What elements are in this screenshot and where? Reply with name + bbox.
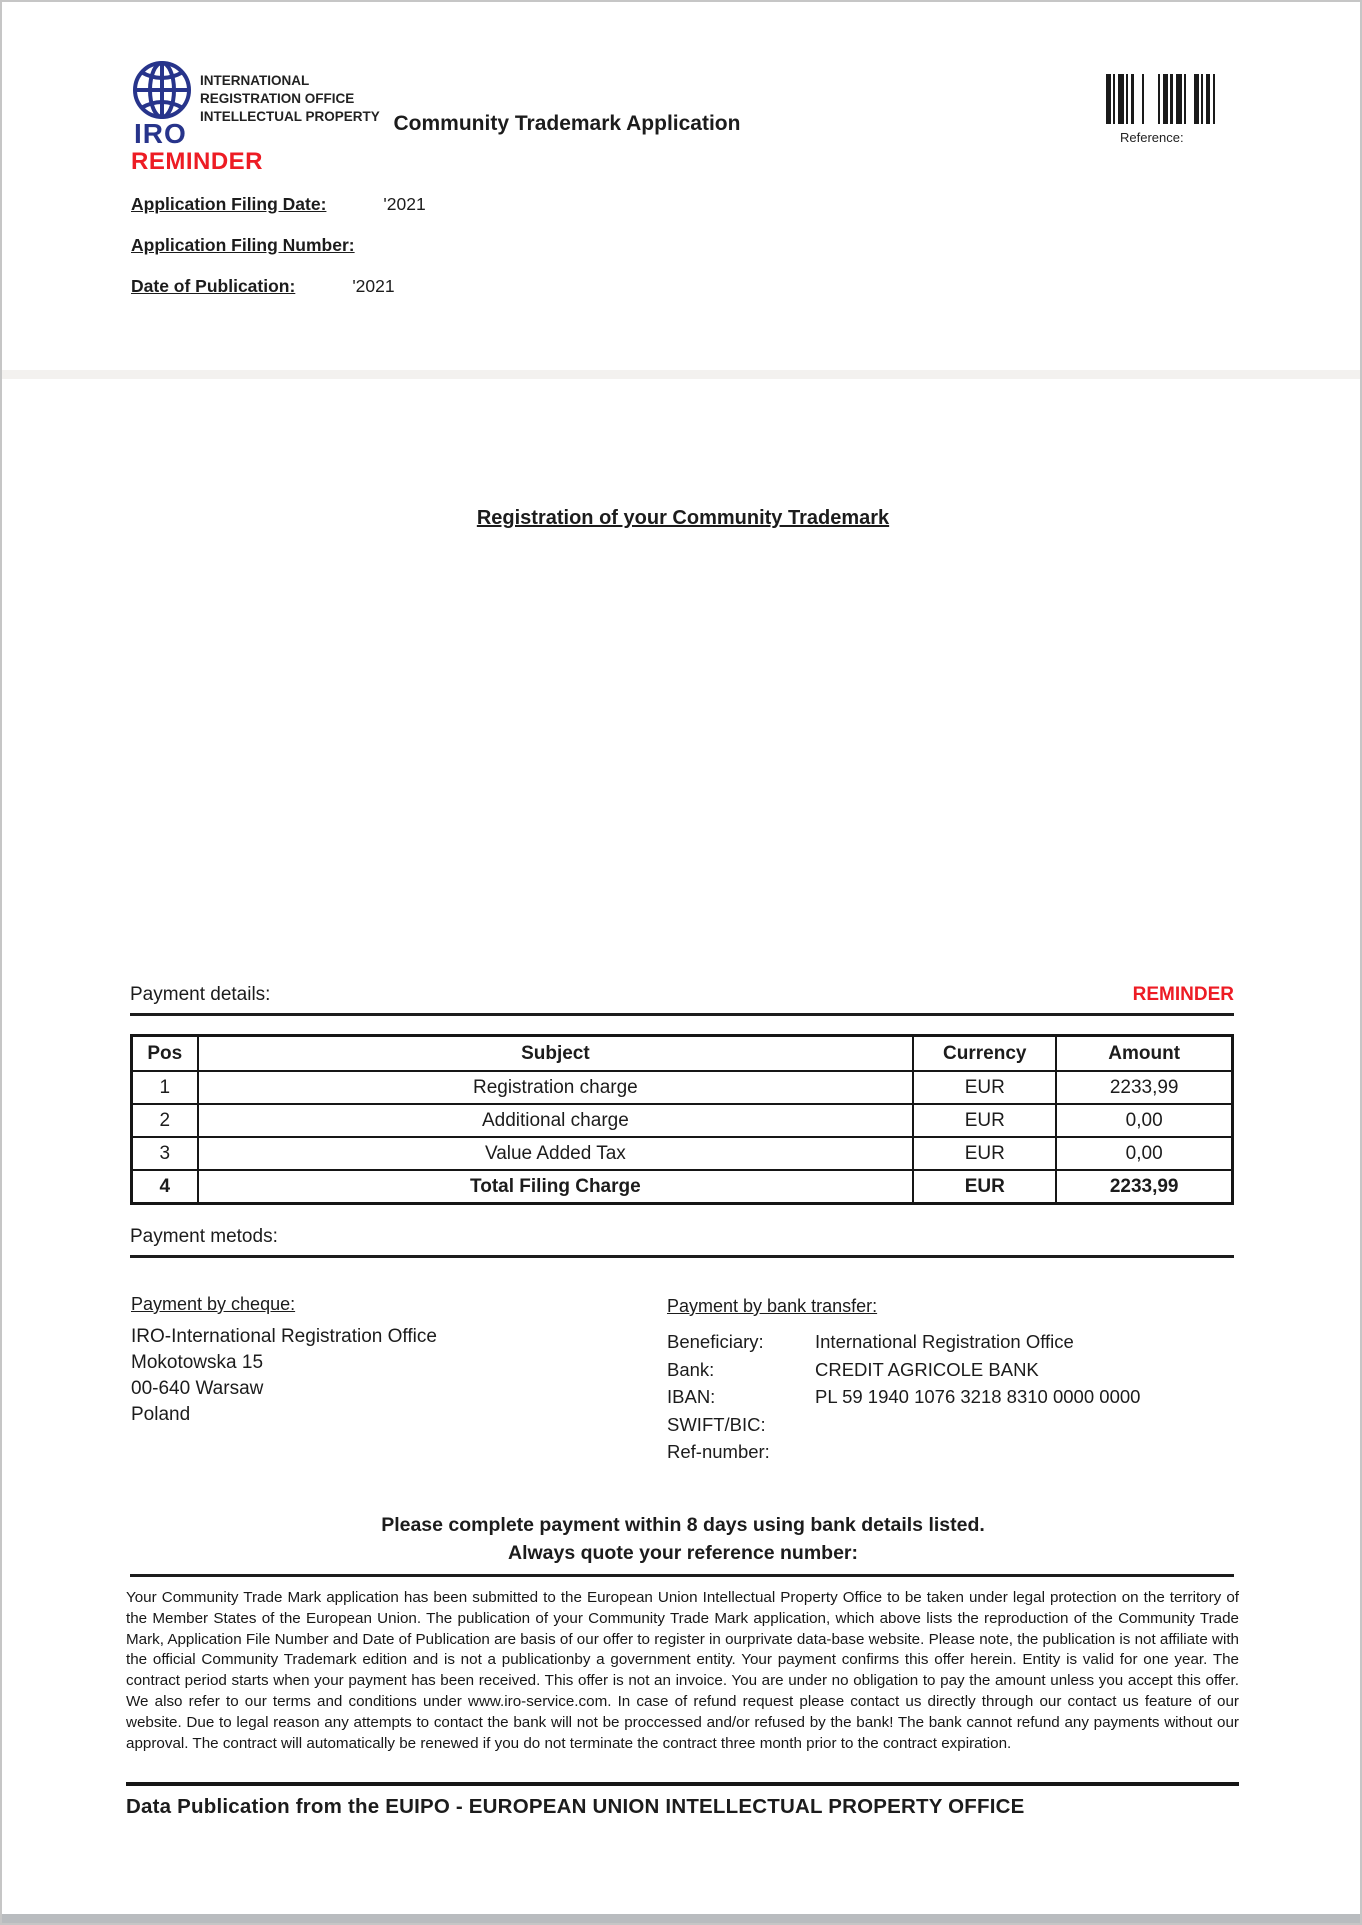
cell-amount: 0,00 — [1056, 1104, 1232, 1137]
divider-line — [130, 1013, 1234, 1016]
cheque-heading: Payment by cheque: — [131, 1294, 296, 1314]
footer-statement: Data Publication from the EUIPO - EUROPEAN UNION INTELLECTUAL PROPERTY OFFICE — [126, 1795, 1025, 1818]
reminder-banner: REMINDER — [131, 148, 264, 175]
filing-number-row — [131, 235, 412, 256]
payment-methods-label: Payment metods: — [130, 1226, 278, 1247]
bank-transfer-fields — [667, 1328, 1140, 1466]
cell-currency: EUR — [913, 1071, 1056, 1104]
table-row — [132, 1071, 1233, 1104]
payment-notice-line1: Please complete payment within 8 days using bank details listed. — [381, 1514, 985, 1536]
globe-icon — [130, 58, 194, 122]
beneficiary-value: International Registration Office — [815, 1331, 1074, 1352]
col-header-currency: Currency — [913, 1036, 1056, 1072]
scan-artifact-band — [2, 370, 1362, 379]
cell-currency: EUR — [913, 1137, 1056, 1170]
cell-subject: Registration charge — [198, 1071, 914, 1104]
publication-date-label: Date of Publication: — [131, 276, 296, 296]
payment-notice-line2: Always quote your reference number: — [507, 1542, 858, 1564]
cell-pos: 4 — [132, 1170, 198, 1204]
org-name-line1: INTERNATIONAL — [200, 73, 310, 88]
cell-subject: Total Filing Charge — [198, 1170, 914, 1204]
bank-value: CREDIT AGRICOLE BANK — [815, 1358, 1039, 1380]
table-row-total — [132, 1170, 1233, 1204]
filing-date-row — [131, 194, 426, 215]
payment-table-header-row — [132, 1036, 1233, 1072]
payment-details-label: Payment details: — [130, 984, 271, 1005]
cell-pos: 2 — [132, 1104, 198, 1137]
publication-date-value: '2021 — [352, 276, 395, 296]
beneficiary-label: Beneficiary: — [667, 1331, 764, 1352]
bank-field-row — [667, 1328, 1140, 1356]
iban-label: IBAN: — [667, 1386, 716, 1407]
cheque-address-line: Poland — [131, 1404, 191, 1425]
org-name-line3: INTELLECTUAL PROPERTY — [200, 109, 380, 124]
bank-label: Bank: — [667, 1358, 715, 1380]
bank-field-row — [667, 1356, 1140, 1384]
cell-subject: Additional charge — [198, 1104, 914, 1137]
cell-amount: 2233,99 — [1056, 1071, 1232, 1104]
divider-line-thick — [126, 1782, 1239, 1786]
cell-pos: 1 — [132, 1071, 198, 1104]
bottom-gray-bar — [2, 1914, 1362, 1923]
cell-currency: EUR — [913, 1170, 1056, 1204]
bank-transfer-heading: Payment by bank transfer: — [667, 1296, 878, 1316]
filing-date-value: '2021 — [383, 194, 426, 214]
cheque-address-line: IRO-International Registration Office — [131, 1326, 437, 1347]
cell-amount: 2233,99 — [1056, 1170, 1232, 1204]
barcode — [1106, 72, 1226, 128]
bank-field-row — [667, 1383, 1140, 1411]
filing-number-label: Application Filing Number: — [131, 235, 355, 255]
publication-date-row — [131, 276, 395, 297]
reference-label: Reference: — [1120, 130, 1184, 145]
document-title: Community Trademark Application — [393, 112, 741, 135]
bank-field-row — [667, 1438, 1140, 1466]
logo-acronym: IRO — [134, 118, 187, 149]
bank-field-row — [667, 1411, 1140, 1439]
swift-label: SWIFT/BIC: — [667, 1413, 766, 1435]
col-header-amount: Amount — [1056, 1036, 1232, 1072]
filing-date-label: Application Filing Date: — [131, 194, 327, 214]
table-row — [132, 1104, 1233, 1137]
col-header-subject: Subject — [198, 1036, 914, 1072]
cheque-address-line: 00-640 Warsaw — [131, 1378, 264, 1399]
cell-subject: Value Added Tax — [198, 1137, 914, 1170]
cell-currency: EUR — [913, 1104, 1056, 1137]
col-header-pos: Pos — [132, 1036, 198, 1072]
cheque-address — [131, 1324, 437, 1428]
divider-line — [130, 1574, 1234, 1577]
table-row — [132, 1137, 1233, 1170]
cheque-address-line: Mokotowska 15 — [131, 1352, 264, 1373]
cell-amount: 0,00 — [1056, 1137, 1232, 1170]
payment-details-reminder: REMINDER — [1132, 984, 1234, 1005]
registration-heading-text: Registration of your Community Trademark — [476, 507, 890, 529]
ref-number-label: Ref-number: — [667, 1441, 770, 1462]
terms-fine-print: Your Community Trade Mark application has been submitted to the European Union Intellectual Property Office to be taken under legal protection on the territory of the Member States of the European Union. The publication of your Community Trade Mark application, which above lists the reproduction of the Community Trade Mark, Application File Number and Date of Publication are basis of our offer to register in ourprivate data-base website. Please note, the publication is not affiliate with the official Community Trademark edition and is not a publicationby a government entity. Your payment confirms this offer herein. Entity is valid for one year. The contract period starts when your payment has been received. This offer is not an invoice. You are under no obligation to pay the amount unless you accept this offer. We also refer to our terms and conditions under www.iro-service.com. In case of refund request please contact us directly through our contact us feature of our website. Due to legal reason any attempts to contact the bank will not be proccessed and/or refused by the bank! The bank cannot refund any payments without our approval. The contract will automatically be renewed if you do not terminate the contract three month prior to the contract expiration. — [126, 1589, 1239, 1752]
cell-pos: 3 — [132, 1137, 198, 1170]
divider-line — [130, 1255, 1234, 1258]
payment-table — [130, 1034, 1234, 1205]
iban-value: PL 59 1940 1076 3218 8310 0000 0000 — [815, 1386, 1141, 1407]
registration-heading — [2, 507, 1362, 530]
org-name-line2: REGISTRATION OFFICE — [200, 91, 355, 106]
